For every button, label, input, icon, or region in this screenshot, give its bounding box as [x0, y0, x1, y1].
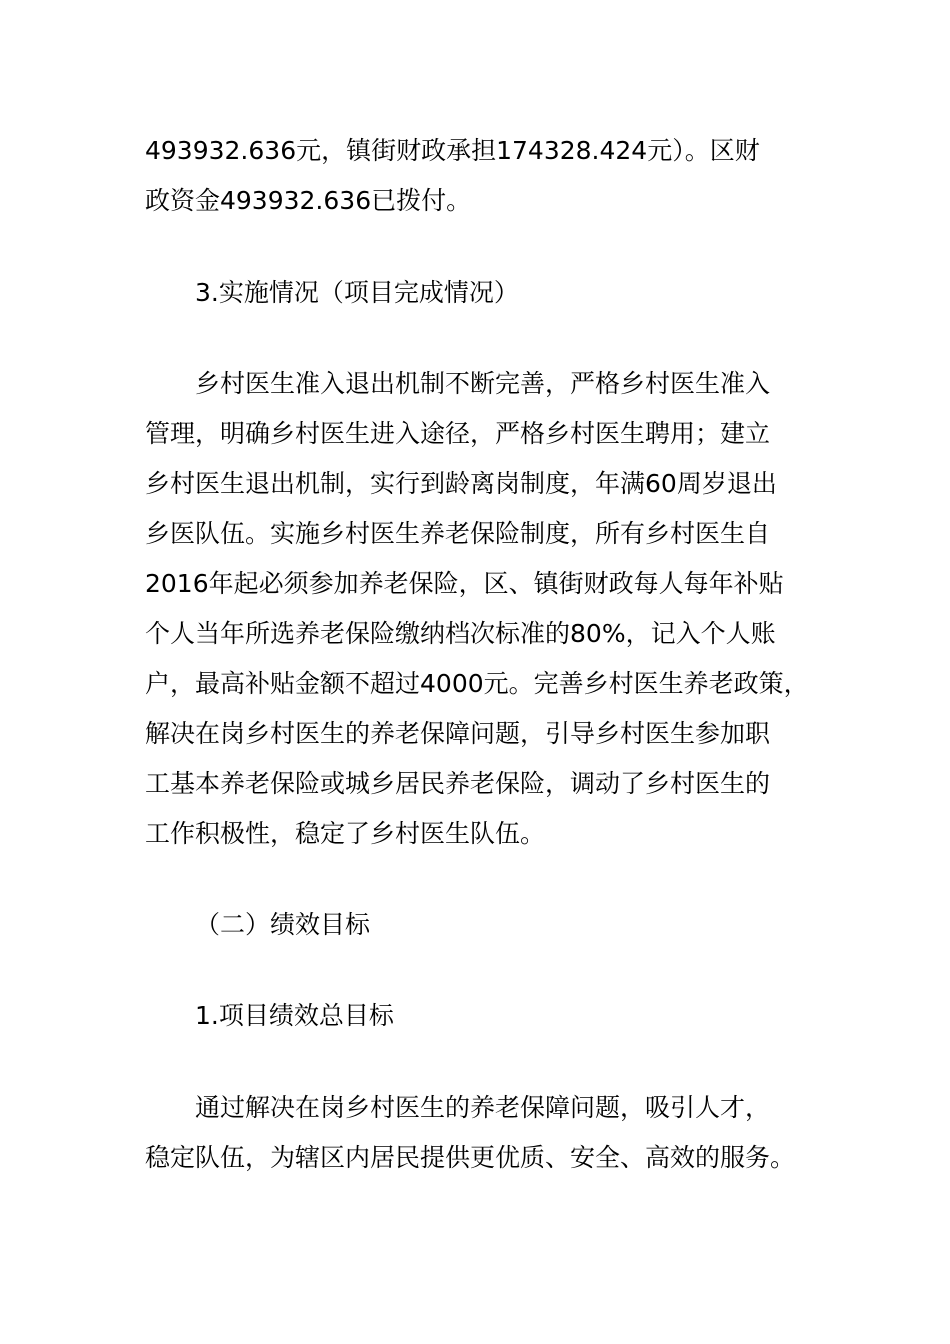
section-heading-implementation: 3.实施情况（项目完成情况）	[195, 278, 519, 307]
section-heading-overall-goal: 1.项目绩效总目标	[195, 1001, 394, 1030]
paragraph-line: 乡村医生准入退出机制不断完善，严格乡村医生准入	[195, 369, 771, 398]
paragraph-line: 政资金493932.636已拨付。	[145, 186, 472, 215]
paragraph-line: 乡医队伍。实施乡村医生养老保险制度，所有乡村医生自	[145, 519, 771, 548]
paragraph-line: 个人当年所选养老保险缴纳档次标准的80%，记入个人账	[145, 619, 776, 648]
paragraph-line: 户，最高补贴金额不超过4000元。完善乡村医生养老政策，	[145, 669, 809, 698]
paragraph-line: 稳定队伍，为辖区内居民提供更优质、安全、高效的服务。	[145, 1143, 796, 1172]
paragraph-line: 乡村医生退出机制，实行到龄离岗制度，年满60周岁退出	[145, 469, 777, 498]
paragraph-line: 2016年起必须参加养老保险，区、镇街财政每人每年补贴	[145, 569, 784, 598]
paragraph-line: 解决在岗乡村医生的养老保障问题，引导乡村医生参加职	[145, 719, 771, 748]
paragraph-line: 通过解决在岗乡村医生的养老保障问题，吸引人才，	[195, 1093, 771, 1122]
paragraph-line: 工作积极性，稳定了乡村医生队伍。	[145, 819, 546, 848]
paragraph-line: 管理，明确乡村医生进入途径，严格乡村医生聘用；建立	[145, 419, 771, 448]
paragraph-line: 493932.636元，镇街财政承担174328.424元）。区财	[145, 136, 760, 165]
section-heading-performance: （二）绩效目标	[195, 910, 371, 939]
paragraph-line: 工基本养老保险或城乡居民养老保险，调动了乡村医生的	[145, 769, 771, 798]
